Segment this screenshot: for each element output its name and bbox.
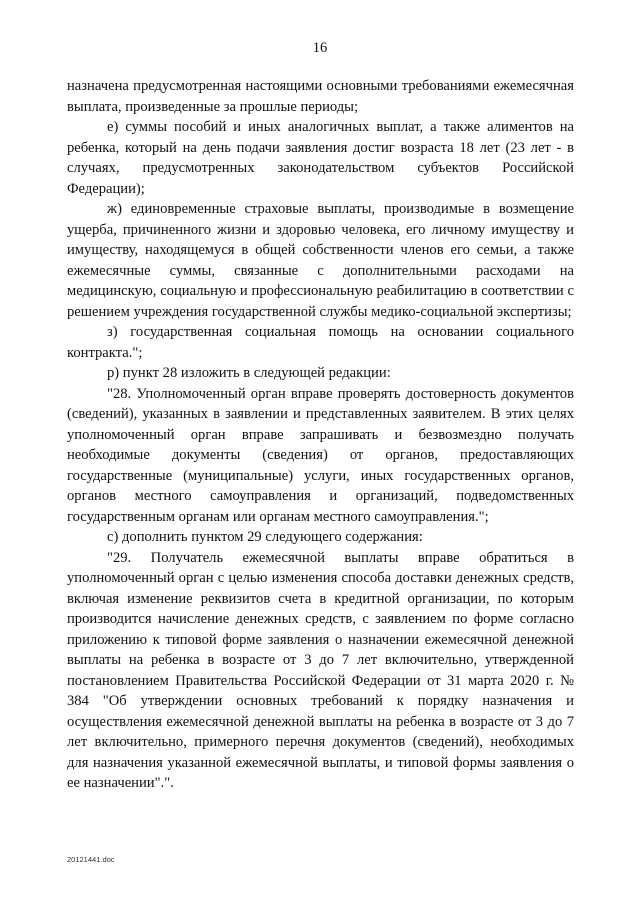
page-number: 16 xyxy=(312,40,328,56)
paragraph-item-r: р) пункт 28 изложить в следующей редакции: xyxy=(107,365,391,381)
paragraph-item-s: с) дополнить пунктом 29 следующего содержания: xyxy=(107,529,423,545)
paragraph-clause-28: "28. Уполномоченный орган вправе проверять достоверность документов (сведений), указанных в заявлении и представленных заявителем. В этих целях уполномоченный орган вправе запрашивать и безвозмездно получать необходимые документы (сведения) от органов, предоставляющих государственные (муниципальные) услуги, иных государственных органов, органов местного самоуправления и организаций, подведомственных государственным органам или органам местного самоуправления."; xyxy=(67,385,574,525)
paragraph-item-z: з) государственная социальная помощь на основании социального контракта."; xyxy=(67,324,574,361)
footer-filename: 20121441.doc xyxy=(67,855,115,864)
paragraph-item-zh: ж) единовременные страховые выплаты, производимые в возмещение ущерба, причиненного жизни и здоровью человека, его личному имуществу и имуществу, находящемуся в общей собственности членов его семьи, а также ежемесячные суммы, связанные с дополнительными расходами на медицинскую, социальную и профессиональную реабилитацию в соответствии с решением учреждения государственной службы медико-социальной экспертизы; xyxy=(67,201,574,320)
paragraph-item-e: е) суммы пособий и иных аналогичных выплат, а также алиментов на ребенка, который на день подачи заявления достиг возраста 18 лет (23 лет - в случаях, предусмотренных законодательством субъектов Российской Федерации); xyxy=(67,119,574,197)
body-text xyxy=(67,76,574,794)
paragraph-continuation: назначена предусмотренная настоящими основными требованиями ежемесячная выплата, произведенные за прошлые периоды; xyxy=(67,78,574,115)
paragraph-clause-29: "29. Получатель ежемесячной выплаты вправе обратиться в уполномоченный орган с целью изменения способа доставки денежных средств, включая изменение реквизитов счета в кредитной организации, по которым производится начисление денежных средств, с заявлением по форме согласно приложению к типовой форме заявления о назначении ежемесячной денежной выплаты на ребенка в возрасте от 3 до 7 лет включительно, утвержденной постановлением Правительства Российской Федерации от 31 марта 2020 г. № 384 "Об утверждении основных требований к порядку назначения и осуществления ежемесячной денежной выплаты на ребенка в возрасте от 3 до 7 лет включительно, примерного перечня документов (сведений), необходимых для назначения указанной ежемесячной выплаты, и типовой формы заявления о ее назначении".". xyxy=(67,549,574,791)
